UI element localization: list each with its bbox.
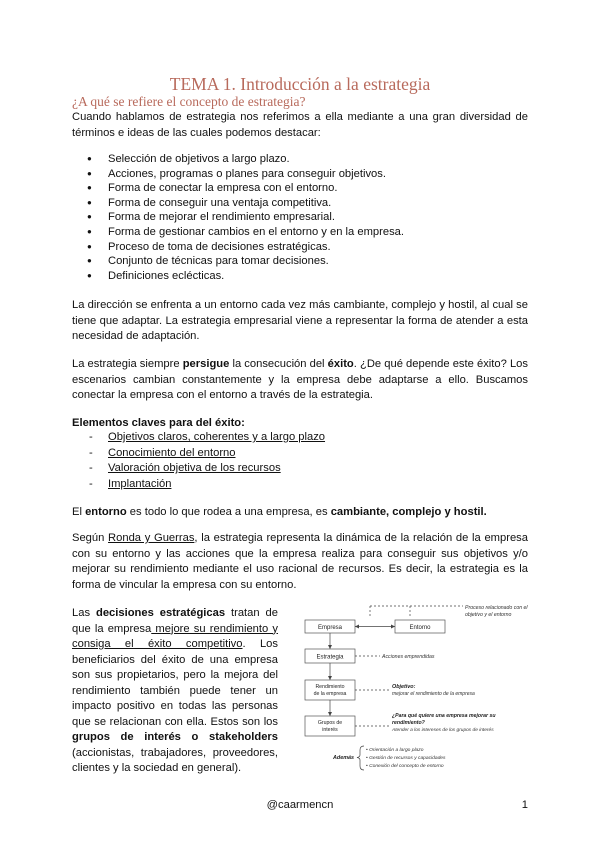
list-item: ● Conjunto de técnicas para tomar decisiones.	[72, 254, 404, 269]
entorno-label: Entorno	[409, 625, 431, 631]
list-item: ● Acciones, programas o planes para conseguir objetivos.	[72, 167, 404, 182]
rendimiento-box	[305, 680, 355, 700]
list-item: - Valoración objetiva de los recursos	[72, 461, 325, 477]
entorno-paragraph: El entorno es todo lo que rodea a una empresa, es cambiante, complejo y hostil.	[72, 506, 487, 518]
author-reference: Ronda y Guerras	[108, 532, 195, 544]
note-quien-1: ¿Para qué quiere una empresa mejorar su	[392, 713, 496, 719]
note-quien-3: Atender a los intereses de los grupos de interés	[392, 728, 494, 733]
direccion-paragraph: La dirección se enfrenta a un entorno cada vez más cambiante, complejo y hostil, al cual se tiene que adaptar. La estrategia empresarial viene a representar la forma de atender a esta necesidad de adaptación.	[72, 299, 528, 342]
bold-exito: éxito	[327, 358, 354, 370]
exito-paragraph: La estrategia siempre persigue la consecución del éxito. ¿De qué depende este éxito? Los escenarios cambian constantemente y la empresa debe adaptarse a ello. Buscamos conectar la empresa con el entorno a través de la estrategia.	[72, 358, 528, 401]
list-item: ● Forma de conectar la empresa con el entorno.	[72, 181, 404, 196]
list-item: ● Forma de mejorar el rendimiento empresarial.	[72, 210, 404, 225]
grupos-box	[305, 716, 355, 736]
strategy-diagram	[300, 598, 535, 776]
note-objetivo-2: mejorar el rendimiento de la empresa	[392, 691, 475, 697]
empresa-label: Empresa	[317, 625, 343, 631]
page-number: 1	[521, 799, 528, 811]
note-top-line1: Proceso relacionado con el	[465, 605, 528, 611]
list-item: ● Forma de conseguir una ventaja competitiva.	[72, 196, 404, 211]
footer-author: @caarmencn	[266, 799, 334, 811]
section-subtitle: ¿A qué se refiere el concepto de estrategia?	[72, 94, 306, 109]
list-item: - Objetivos claros, coherentes y a largo plazo	[72, 430, 325, 446]
note-objetivo-1: Objetivo:	[392, 684, 416, 690]
note-quien-2: rendimiento?	[392, 720, 425, 726]
ademas-item-2: • Gestión de recursos y capacidades	[366, 756, 446, 761]
note-top-line2: objetivo y el entorno	[465, 612, 512, 618]
ronda-paragraph: Según Ronda y Guerras, la estrategia representa la dinámica de la relación de la empresa con su entorno y las acciones que la empresa realiza para conseguir sus objetivos y/o mejorar su rendimiento mediante el uso racional de recursos. Es decir, la estrategia es la forma de vincular la empresa con su entorno.	[72, 532, 528, 591]
elementos-list	[72, 430, 325, 492]
estrategia-label: Estrategia	[316, 654, 344, 661]
bold-persigue: persigue	[182, 358, 230, 370]
elementos-heading: Elementos claves para del éxito:	[72, 417, 245, 429]
ademas-item-3: • Conexión del concepto de entorno	[366, 764, 444, 769]
page-title: TEMA 1. Introducción a la estrategia	[169, 74, 431, 94]
list-item: ● Definiciones eclécticas.	[72, 269, 404, 284]
intro-paragraph: Cuando hablamos de estrategia nos referimos a ella mediante a una gran diversidad de términos e ideas de las cuales podemos destacar:	[72, 111, 528, 139]
list-item: - Implantación	[72, 477, 325, 493]
rendimiento-label-2: de la empresa	[313, 691, 347, 697]
decisiones-paragraph: Las decisiones estratégicas tratan de que la empresa mejore su rendimiento y consiga el éxito competitivo. Los beneficiarios del éxito de una empresa son sus propietarios, pero la mejora del rendimiento también puede tener un impacto positivo en todas las personas que se relacionan con ella. Estos son los grupos de interés o stakeholders (accionistas, trabajadores, proveedores, clientes y la sociedad en general).	[72, 607, 278, 774]
rendimiento-label-1: Rendimiento	[315, 684, 345, 690]
list-item: - Conocimiento del entorno	[72, 446, 325, 462]
note-acciones: Acciones emprendidas	[382, 654, 435, 660]
list-item: ● Proceso de toma de decisiones estratégicas.	[72, 240, 404, 255]
ademas-label: Además	[333, 755, 354, 761]
grupos-label-2: interés	[322, 727, 338, 733]
definitions-list	[72, 152, 404, 283]
grupos-label-1: Grupos de	[317, 720, 343, 726]
list-item: ● Selección de objetivos a largo plazo.	[72, 152, 404, 167]
list-item: ● Forma de gestionar cambios en el entorno y en la empresa.	[72, 225, 404, 240]
ademas-item-1: • Orientación a largo plazo	[366, 748, 424, 753]
